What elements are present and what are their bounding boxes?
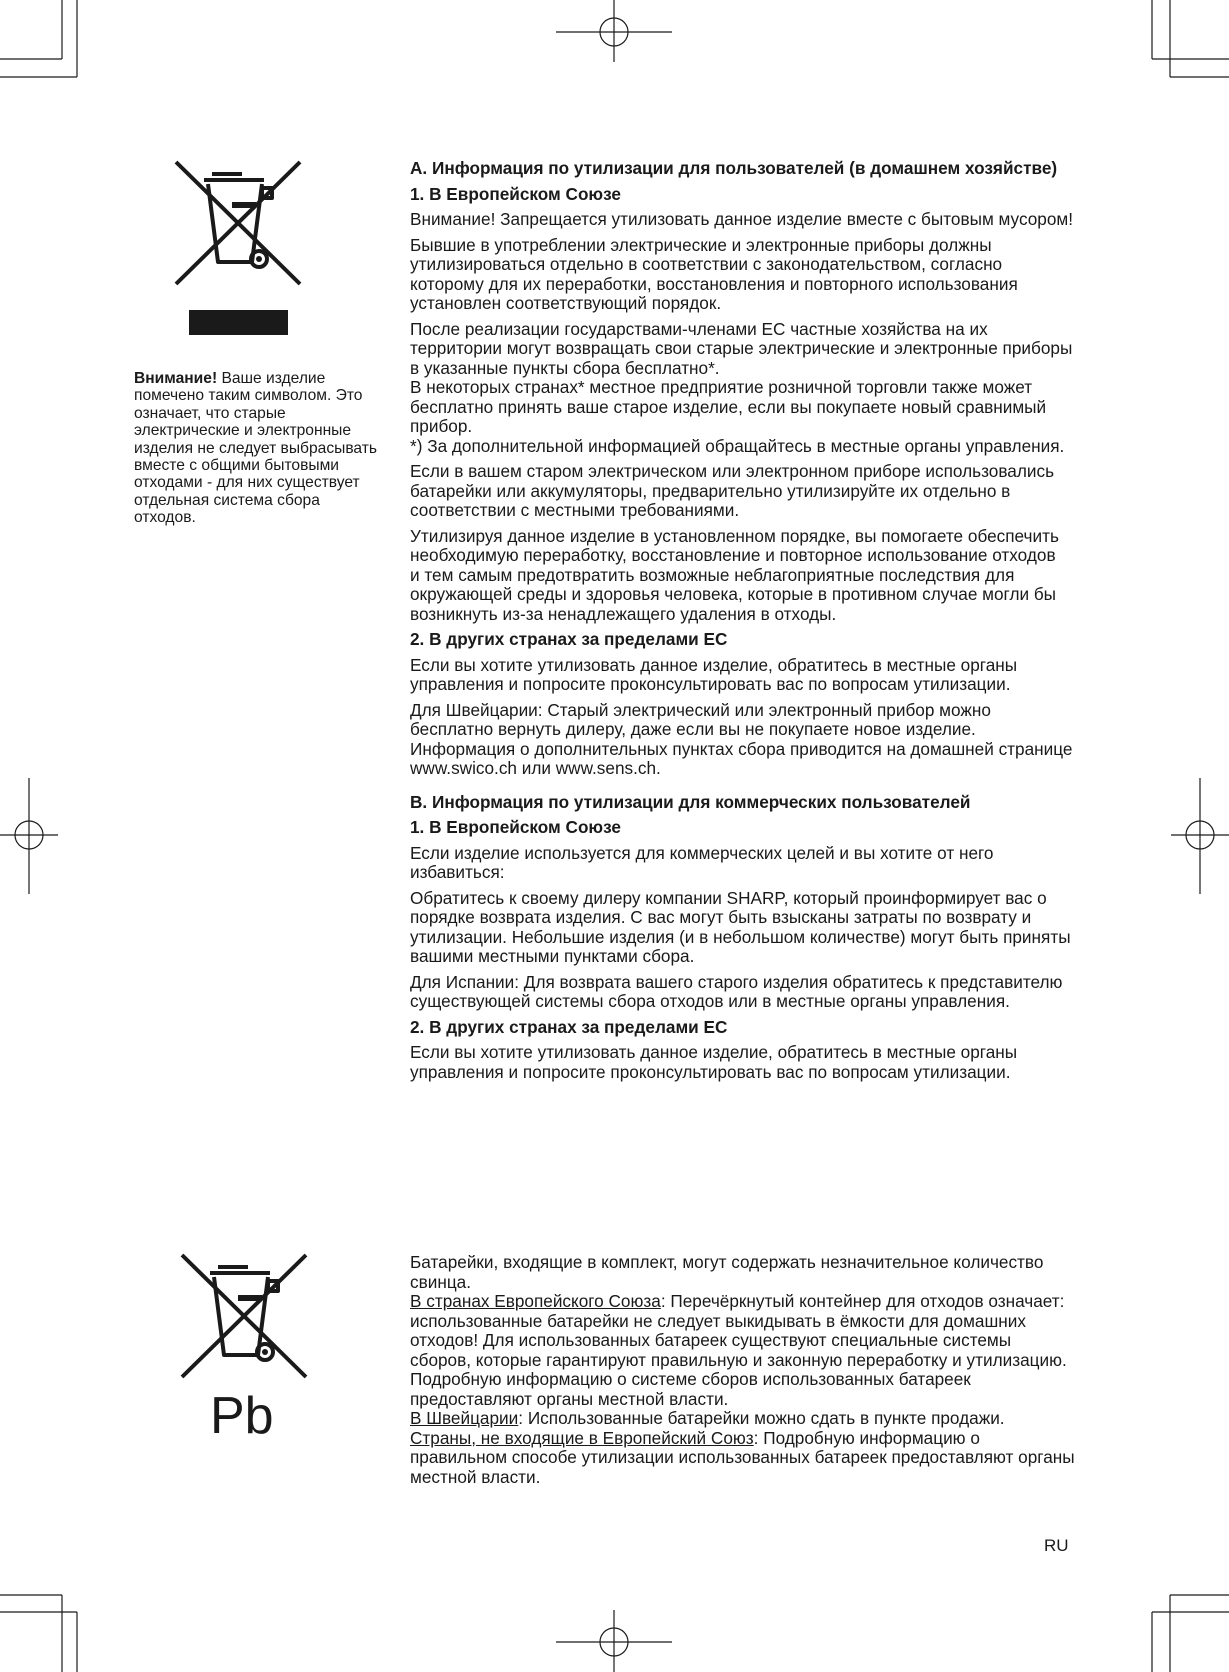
section-a-sub1: 1. В Европейском Союзе xyxy=(410,183,621,204)
section-b-heading: B. Информация по утилизации для коммерческих пользователей xyxy=(410,791,971,812)
section-b-p1: Если изделие используется для коммерческих целей и вы хотите от него избавиться: xyxy=(410,842,994,882)
section-a-p4: Если в вашем старом электрическом или электронном приборе использовались батарейки или аккумуляторы, предварительно утилизируйте их отдельно в соответствии с местными требованиями. xyxy=(410,461,1055,520)
battery-crossed-bin-icon xyxy=(180,1253,310,1379)
section-a-p1: Внимание! Запрещается утилизовать данное изделие вместе с бытовым мусором! xyxy=(410,209,1074,229)
section-a-p2: Бывшие в употреблении электрические и электронные приборы должны утилизироваться отдельно в соответствии с законодательством, согласно которому для их переработки, восстановления и повторного использования установлен соответствующий порядок. xyxy=(410,234,1018,313)
section-b-sub1: 1. В Европейском Союзе xyxy=(410,817,621,837)
battery-p1: Батарейки, входящие в комплект, могут содержать незначительное количество свинца. xyxy=(410,1252,1044,1292)
section-a-heading: A. Информация по утилизации для пользователей (в домашнем хозяйстве) xyxy=(410,158,1058,178)
battery-ch-text: : Использованные батарейки можно сдать в пункте продажи. xyxy=(518,1408,1005,1428)
battery-ch-label: В Швейцарии xyxy=(410,1408,519,1428)
battery-eu-label: В странах Европейского Союза xyxy=(410,1291,661,1311)
battery-ch xyxy=(410,1409,1075,1429)
black-bar xyxy=(189,310,288,335)
battery-p2: использованные батарейки не следует выкидывать в ёмкости для домашних отходов! Для использованных батареек существуют специальные системы сборов, которые гарантируют правильную и законную переработку и утилизацию. xyxy=(410,1310,1067,1370)
section-a-p3c: *) За дополнительной информацией обращайтесь в местные органы управления. xyxy=(410,435,1065,456)
battery-noneu-text: : Подробную информацию о правильном способе утилизации использованных батареек предоставляют органы местной власти. xyxy=(410,1427,1075,1487)
section-b-p2: Обратитесь к своему дилеру компании SHARP, который проинформирует вас о порядке возврата изделия. С вас могут быть взысканы затраты по возврату и утилизации. Небольшие изделия (и в небольшом количестве) могут быть приняты вашими местными пунктами сбора. xyxy=(410,887,1071,966)
section-a-p7: Для Швейцарии: Старый электрический или электронный прибор можно бесплатно вернуть дилеру, даже если вы не покупаете новое изделие. Информация о дополнительных пунктах сбора приводится на домашней странице www.swico.ch или www.sens.ch. xyxy=(410,699,1073,778)
section-a-p5b: и тем самым предотвратить возможные неблагоприятные последствия для окружающей среды и здоровья человека, которые в противном случае могли бы возникнуть из-за ненадлежащего удаления в отходы. xyxy=(410,564,1057,624)
pb-label: Pb xyxy=(210,1387,274,1445)
battery-eu xyxy=(410,1292,1075,1312)
battery-eu-text: : Перечёркнутый контейнер для отходов означает: xyxy=(660,1291,1065,1311)
section-b-p4: Если вы хотите утилизовать данное изделие, обратитесь в местные органы управления и попросите проконсультировать вас по вопросам утилизации. xyxy=(410,1042,1018,1082)
side-note-bold: Внимание! xyxy=(134,370,218,387)
battery-noneu xyxy=(410,1429,1075,1488)
section-b-p3: Для Испании: Для возврата вашего старого изделия обратитесь к представителю существующей системы сбора отходов или в местные органы управления. xyxy=(410,971,1063,1011)
battery-text xyxy=(410,1253,1075,1487)
battery-p3: Подробную информацию о системе сборов использованных батареек предоставляют органы местной власти. xyxy=(410,1369,971,1409)
section-a-p5a: Утилизируя данное изделие в установленном порядке, вы помогаете обеспечить необходимую переработку, восстановление и повторное использование отходов xyxy=(410,525,1059,565)
section-a-p3 xyxy=(410,320,1075,457)
section-a-p3a: После реализации государствами-членами ЕС частные хозяйства на их территории могут возвращать свои старые электрические и электронные приборы в указанные пункты сбора бесплатно*. xyxy=(410,318,1073,378)
section-b-sub2: 2. В других странах за пределами ЕС xyxy=(410,1016,728,1037)
crossed-bin-icon xyxy=(174,160,304,286)
battery-noneu-label: Страны, не входящие в Европейский Союз xyxy=(410,1427,754,1448)
page-code: RU xyxy=(1044,1536,1069,1555)
section-a-p5 xyxy=(410,527,1075,625)
section-a-sub2: 2. В других странах за пределами ЕС xyxy=(410,629,728,649)
side-note-text: Ваше изделие помечено таким символом. Это означает, что старые электрические и электронные изделия не следует выбрасывать вместе с общими бытовыми отходами - для них существует отдельная система сбора отходов. xyxy=(134,370,378,527)
section-a-p3b: В некоторых странах* местное предприятие розничной торговли также может бесплатно принять ваше старое изделие, если вы покупаете новый сравнимый прибор. xyxy=(410,377,1047,436)
side-note xyxy=(134,370,384,527)
main-text xyxy=(410,159,1075,1088)
section-a-p6: Если вы хотите утилизовать данное изделие, обратитесь в местные органы управления и попросите проконсультировать вас по вопросам утилизации. xyxy=(410,654,1018,694)
